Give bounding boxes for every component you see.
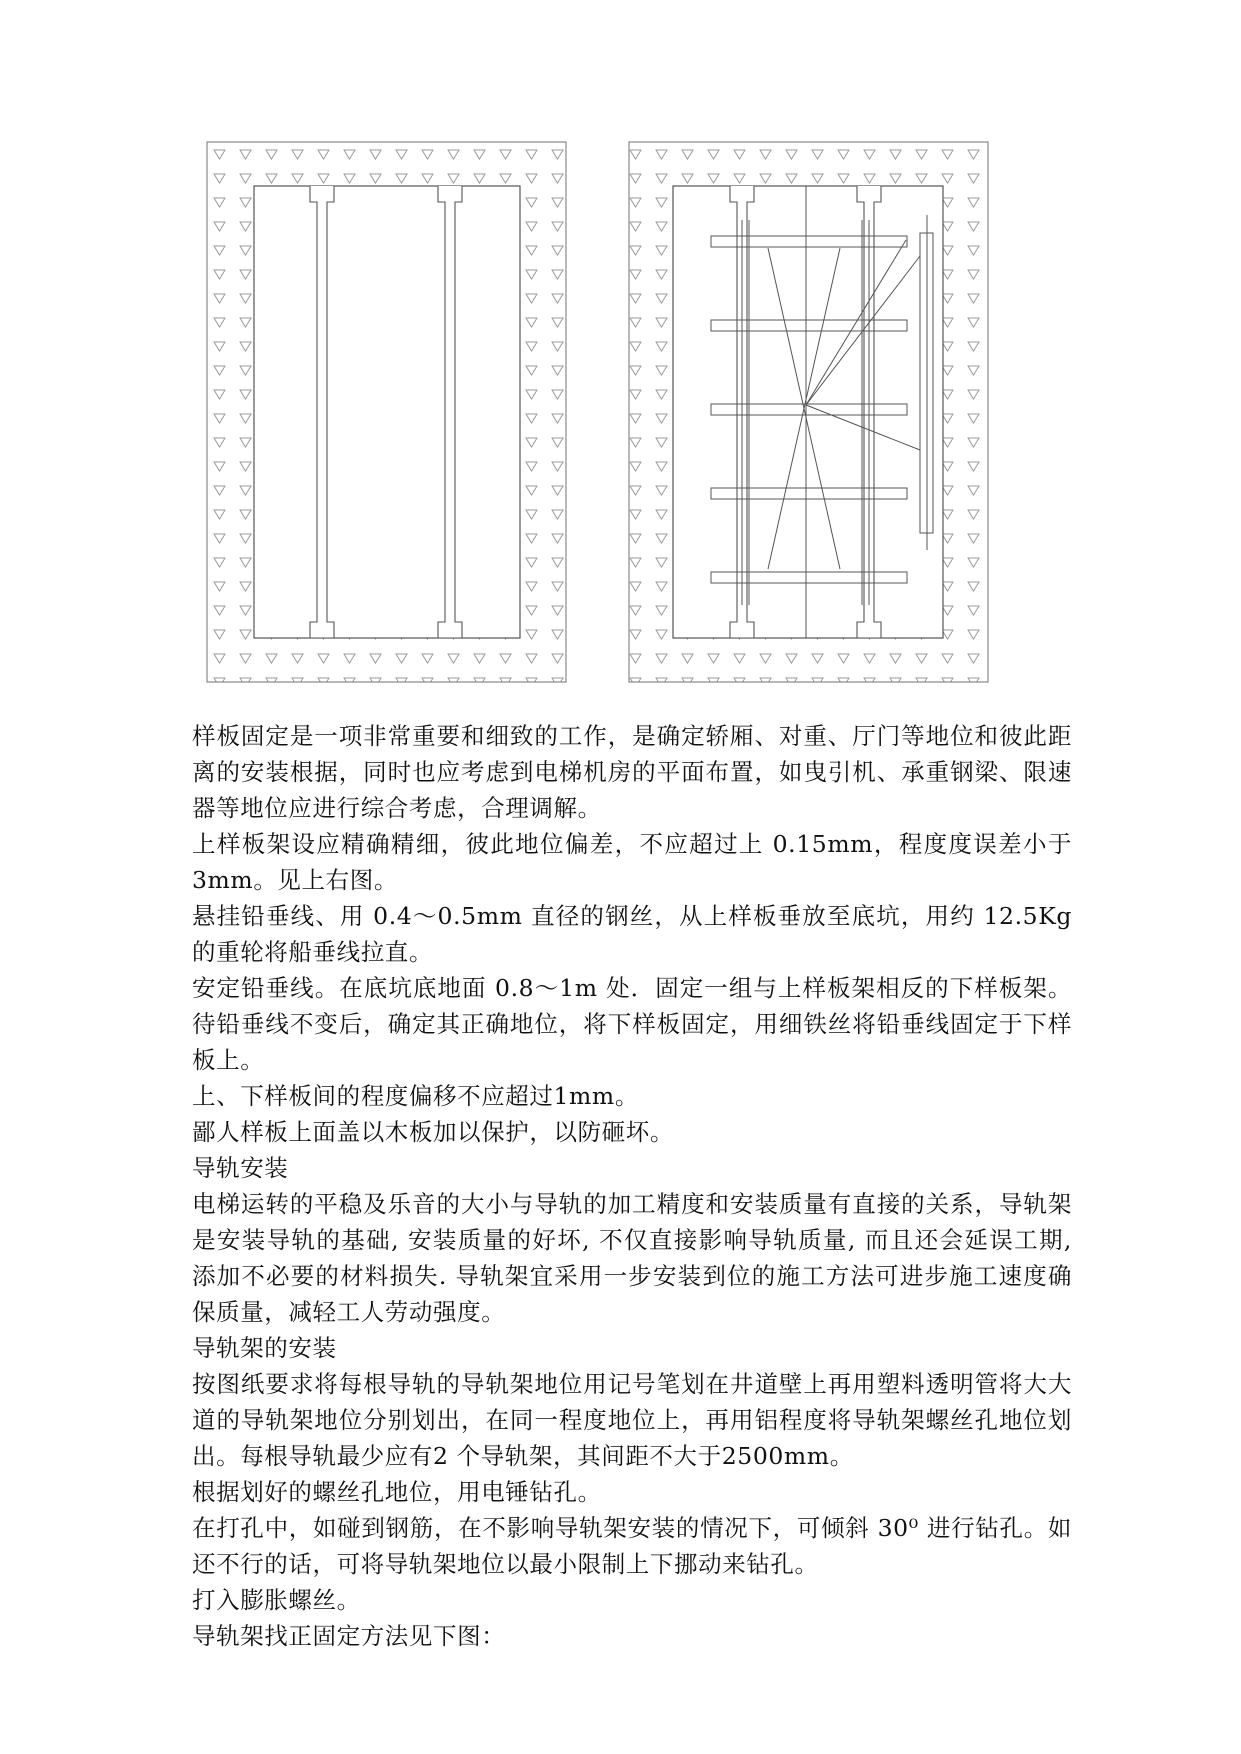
shaft-opening-left <box>254 186 520 638</box>
paragraph-drilling: 根据划好的螺丝孔地位，用电锤钻孔。 <box>192 1478 602 1506</box>
paragraph-rebar: 在打孔中，如碰到钢筋，在不影响导轨架安装的情况下，可倾斜 30⁰ 进行钻孔。如还不行的话，可将导轨架地位以最小限制上下挪动来钻孔。 <box>192 1514 1072 1578</box>
shaft-plan-right <box>629 142 988 682</box>
paragraph-offset: 上、下样板间的程度偏移不应超过1mm。 <box>192 1082 639 1110</box>
heading-rail-install: 导轨安装 <box>192 1154 289 1182</box>
heading-bracket-install: 导轨架的安装 <box>192 1334 337 1362</box>
paragraph-expansion-bolt: 打入膨胀螺丝。 <box>192 1586 361 1614</box>
paragraph-template-fixing: 样板固定是一项非常重要和细致的工作，是确定轿厢、对重、厅门等地位和彼此距离的安装根据，同时也应考虑到电梯机房的平面布置，如曳引机、承重钢梁、限速器等地位应进行综合考虑，合理调解。 <box>192 722 1072 822</box>
paragraph-protect: 鄙人样板上面盖以木板加以保护，以防砸坏。 <box>192 1118 674 1146</box>
paragraph-alignment-method: 导轨架找正固定方法见下图： <box>192 1622 506 1650</box>
shaft-diagrams <box>0 0 1241 700</box>
paragraph-rail-quality: 电梯运转的平稳及乐音的大小与导轨的加工精度和安装质量有直接的关系，导轨架是安装导轨的基础, 安装质量的好坏, 不仅直接影响导轨质量, 而且还会延误工期, 添加不必要的材料损失. 导轨架宜采用一步安装到位的施工方法可进步施工速度确保质量，减轻工人劳动强度。 <box>192 1190 1072 1326</box>
paragraph-plumb-line: 悬挂铅垂线、用 0.4～0.5mm 直径的钢丝，从上样板垂放至底坑，用约 12.5Kg 的重轮将船垂线拉直。 <box>192 902 1072 966</box>
paragraph-upper-template: 上样板架设应精确精细，彼此地位偏差，不应超过上 0.15mm，程度度误差小于3mm。见上右图。 <box>192 830 1072 894</box>
paragraph-fix-plumb-line: 安定铅垂线。在底坑底地面 0.8～1m 处．固定一组与上样板架相反的下样板架。待铅垂线不变后，确定其正确地位，将下样板固定，用细铁丝将铅垂线固定于下样板上。 <box>192 974 1072 1074</box>
shaft-opening-right <box>673 186 943 638</box>
body-text <box>192 718 1072 1654</box>
paragraph-marking: 按图纸要求将每根导轨的导轨架地位用记号笔划在井道壁上再用塑料透明管将大大道的导轨架地位分别划出，在同一程度地位上，再用铝程度将导轨架螺丝孔地位划出。每根导轨最少应有2 个导轨架，其间距不大于2500mm。 <box>192 1370 1072 1470</box>
shaft-plan-left <box>207 142 566 682</box>
